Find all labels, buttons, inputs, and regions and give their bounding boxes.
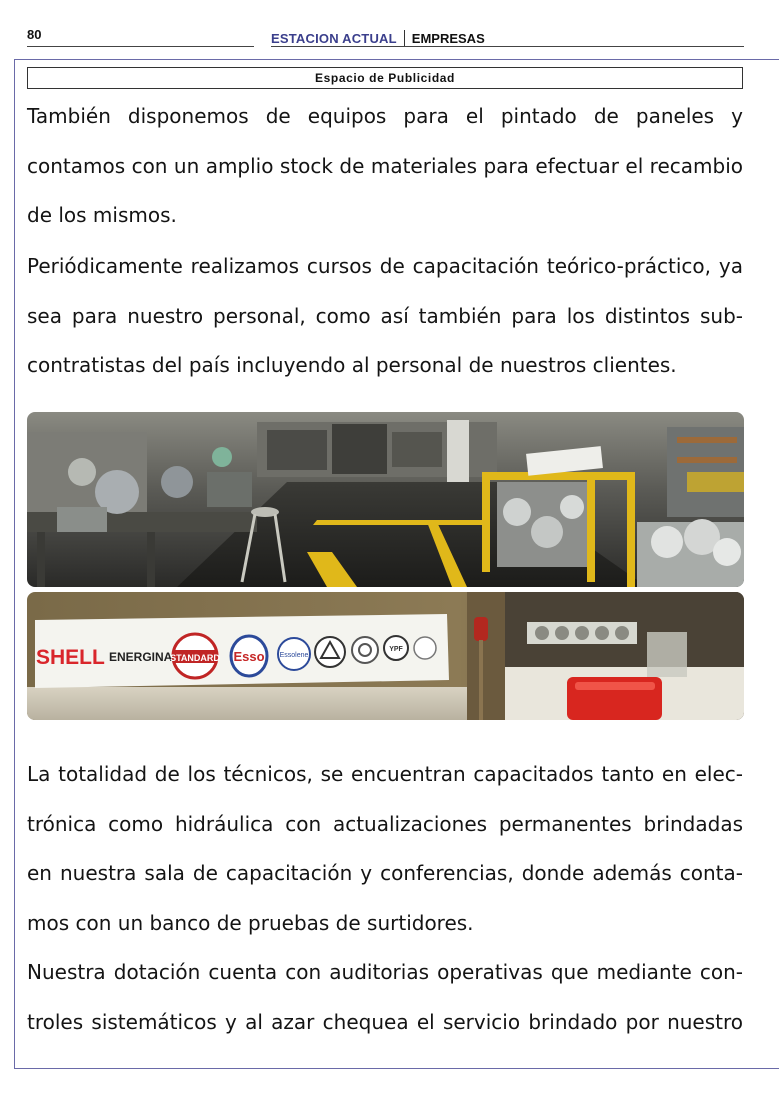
header-rule-left [27, 46, 254, 47]
header-separator [404, 30, 405, 46]
text-line: en nuestra sala de capacitación y conferencias, donde además conta- [27, 861, 743, 885]
text-line: trónica como hidráulica con actualizaciones permanentes brindadas [27, 811, 743, 836]
paragraph-training [27, 242, 743, 391]
page-number: 80 [27, 27, 42, 42]
text-line: sea para nuestro personal, como así también para los distintos sub- [27, 303, 743, 328]
workshop-illustration [27, 412, 744, 587]
text-line: troles sistemáticos y al azar chequea el servicio brindado por nuestro [27, 1009, 743, 1034]
standard-sign-text: STANDARD [170, 653, 220, 663]
text-line: La totalidad de los técnicos, se encuentran capacitados tanto en elec- [27, 762, 743, 786]
workshop-photo [27, 412, 744, 587]
ad-space-label: Espacio de Publicidad [27, 67, 743, 89]
essolene-sign-text: Essolene [279, 652, 309, 659]
paragraph-technicians [27, 750, 743, 948]
esso-sign-text: Esso [233, 649, 265, 664]
text-line: contamos con un amplio stock de materiales para efectuar el recambio [27, 153, 743, 178]
text-line: contratistas del país incluyendo al personal de nuestros clientes. [27, 353, 677, 377]
brand-signs-photo [27, 592, 744, 720]
magazine-name: ESTACION ACTUAL [271, 30, 397, 46]
ypf-sign-text: YPF [389, 646, 403, 653]
header-rule-right [271, 46, 744, 47]
paragraph-equipment [27, 92, 743, 241]
text-line: mos con un banco de pruebas de surtidores. [27, 910, 474, 935]
text-line: Nuestra dotación cuenta con auditorias operativas que mediante con- [27, 960, 743, 984]
text-line: Periódicamente realizamos cursos de capacitación teórico-práctico, ya [27, 254, 743, 278]
text-line: de los mismos. [27, 203, 177, 227]
text-line: También disponemos de equipos para el pintado de paneles y [27, 104, 743, 128]
paragraph-audits [27, 948, 743, 1047]
brand-signs-illustration [27, 592, 744, 720]
shell-sign-text: SHELL [36, 646, 105, 669]
running-header [271, 30, 485, 46]
section-name: EMPRESAS [411, 30, 485, 46]
energina-sign-text: ENERGINA [109, 650, 173, 664]
